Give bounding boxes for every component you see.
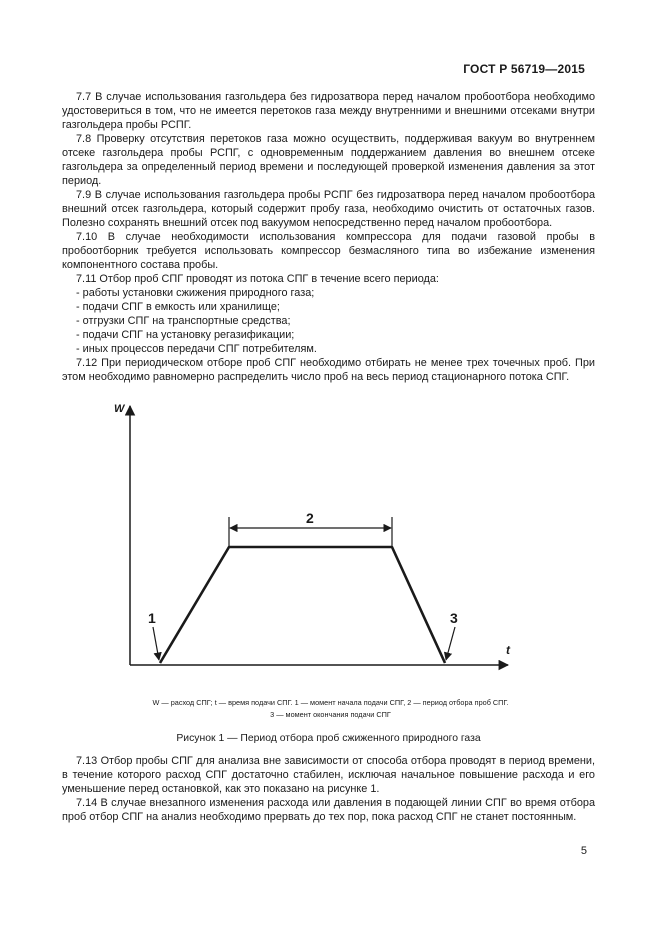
paragraph-7-9: 7.9 В случае использования газгольдера пробы РСПГ без гидрозатвора перед началом пробоотбора внешний отсек газгольдера, который содержит пробу газа, необходимо очистить от остаточных газов. Полезно сохранять внешний отсек под вакуумом непосредственно перед началом пробоотбора. bbox=[62, 189, 595, 229]
list-item: - подачи СПГ на установку регазификации; bbox=[76, 329, 295, 341]
body-text-top bbox=[62, 90, 595, 384]
figure-caption: Рисунок 1 — Период отбора проб сжиженного природного газа bbox=[176, 733, 481, 744]
list-item: - отгрузки СПГ на транспортные средства; bbox=[76, 315, 291, 327]
label-2: 2 bbox=[306, 510, 314, 526]
legend-line-1: W — расход СПГ; t — время подачи СПГ. 1 — момент начала подачи СПГ, 2 — период отбора проб СПГ. bbox=[152, 698, 509, 707]
paragraph-7-12: 7.12 При периодическом отборе проб СПГ необходимо отбирать не менее трех точечных проб. При этом необходимо равномерно распределить число проб на весь период стационарного потока СПГ. bbox=[62, 357, 595, 383]
body-text-bottom bbox=[62, 754, 595, 824]
paragraph-7-7: 7.7 В случае использования газгольдера без гидрозатвора перед началом пробоотбора необходимо удостовериться в том, что не имеется перетоков газа между внутренними и внешними отсеками внутри газгольдера пробы РСПГ. bbox=[62, 91, 595, 131]
paragraph-7-10: 7.10 В случае необходимости использования компрессора для подачи газовой пробы в пробоотборник требуется использовать компрессор безмасляного типа во избежание изменения компонентного состава пробы. bbox=[62, 231, 595, 271]
page-number: 5 bbox=[580, 845, 587, 857]
label-3-leader bbox=[446, 627, 455, 660]
figure-legend bbox=[70, 697, 591, 721]
paragraph-7-8: 7.8 Проверку отсутствия перетоков газа можно осуществить, поддерживая вакуум во внутреннем отсеке газгольдера пробы РСПГ, с одновременным поддержанием давления во внешнем отсеке газгольдера за определенный период времени и последующей проверкой изменения давления за этот период. bbox=[62, 133, 595, 187]
paragraph-7-13: 7.13 Отбор пробы СПГ для анализа вне зависимости от способа отбора проводят в период времени, в течение которого расход СПГ достаточно стабилен, исключая начальное повышение расхода и его уменьшение перед остановкой, как это показано на рисунке 1. bbox=[62, 755, 595, 795]
list-item: - подачи СПГ в емкость или хранилище; bbox=[76, 301, 280, 313]
paragraph-7-14: 7.14 В случае внезапного изменения расхода или давления в подающей линии СПГ во время отбора проб отбор СПГ на анализ необходимо прервать до тех пор, пока расход СПГ не станет постоянным. bbox=[62, 797, 595, 823]
figure-1 bbox=[100, 392, 540, 692]
flow-diagram bbox=[100, 392, 540, 692]
list-item: - иных процессов передачи СПГ потребителям. bbox=[76, 343, 317, 355]
label-3: 3 bbox=[450, 610, 458, 626]
y-axis-label: W bbox=[114, 403, 125, 415]
label-1: 1 bbox=[148, 610, 156, 626]
label-1-leader bbox=[153, 627, 159, 660]
flow-curve bbox=[160, 547, 445, 663]
legend-line-2: 3 — момент окончания подачи СПГ bbox=[270, 710, 391, 719]
list-item: - работы установки сжижения природного газа; bbox=[76, 287, 315, 299]
document-header: ГОСТ Р 56719—2015 bbox=[463, 62, 585, 76]
x-axis-label: t bbox=[506, 643, 510, 657]
paragraph-7-11: 7.11 Отбор проб СПГ проводят из потока СПГ в течение всего периода: bbox=[76, 273, 439, 285]
